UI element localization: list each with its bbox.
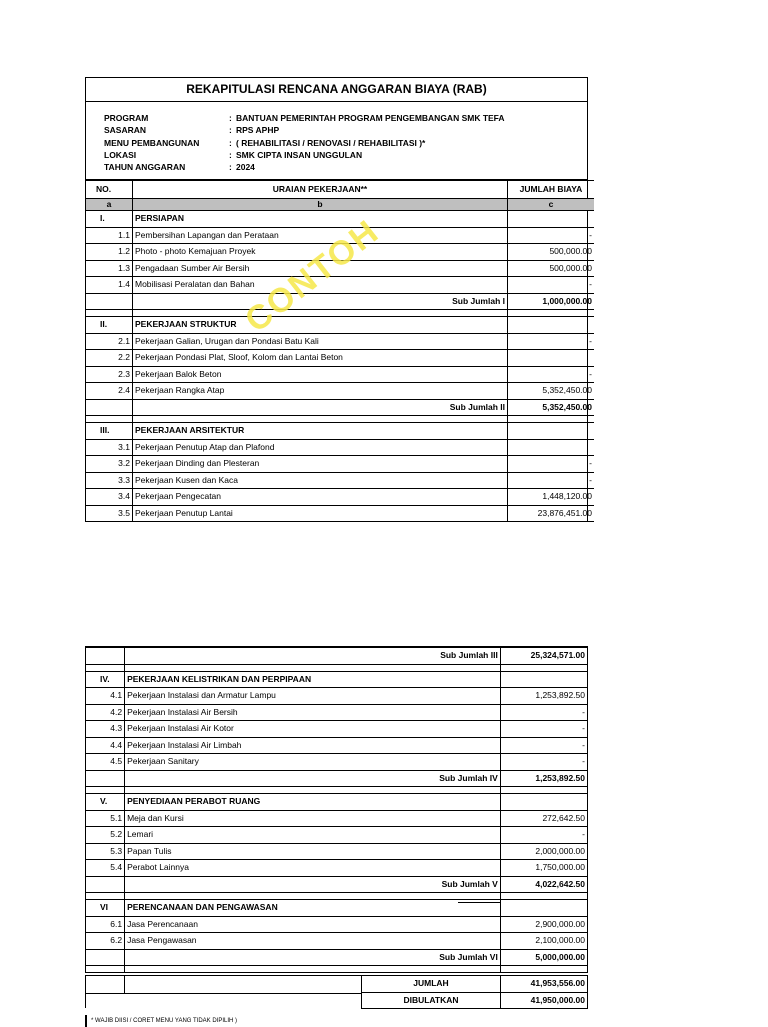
table-row: 1.1 Pembersihan Lapangan dan Perataan -	[86, 227, 594, 244]
table-row: 5.3 Papan Tulis 2,000,000.00	[86, 843, 587, 860]
rab-table-bottom	[86, 647, 587, 973]
table-row: 1.3 Pengadaan Sumber Air Bersih 500,000.00	[86, 260, 594, 277]
jumlah-value: 41,953,556.00	[501, 976, 588, 993]
table-row: 1.4 Mobilisasi Peralatan dan Bahan -	[86, 277, 594, 294]
rab-sheet-top	[85, 77, 592, 522]
table-row: 3.4 Pekerjaan Pengecatan 1,448,120.00	[86, 489, 594, 506]
rab-table-top	[86, 180, 594, 522]
subtotal-row: Sub Jumlah VI 5,000,000.00	[86, 949, 587, 966]
section-row: I. PERSIAPAN	[86, 211, 594, 228]
subtotal-row: Sub Jumlah V 4,022,642.50	[86, 876, 587, 893]
subtotal-row: Sub Jumlah IV 1,253,892.50	[86, 770, 587, 787]
dibulatkan-label: DIBULATKAN	[362, 992, 501, 1009]
program-info	[86, 102, 587, 180]
table-header	[86, 181, 594, 199]
info-row-lokasi: LOKASI : SMK CIPTA INSAN UNGGULAN	[104, 150, 363, 160]
header-jumlah: JUMLAH BIAYA	[508, 181, 595, 199]
subtotal-row: Sub Jumlah III 25,324,571.00	[86, 648, 587, 665]
footnote: * WAJIB DIISI / CORET MENU YANG TIDAK DIPILIH )	[85, 1015, 237, 1027]
table-row: 3.5 Pekerjaan Penutup Lantai 23,876,451.00	[86, 505, 594, 522]
info-row-tahun: TAHUN ANGGARAN : 2024	[104, 162, 255, 172]
info-row-menu: MENU PEMBANGUNAN : ( REHABILITASI / RENOVASI / REHABILITASI )*	[104, 138, 426, 148]
table-row: 5.2 Lemari -	[86, 827, 587, 844]
section-row: II. PEKERJAAN STRUKTUR	[86, 317, 594, 334]
table-row: 6.2 Jasa Pengawasan 2,100,000.00	[86, 933, 587, 950]
subtotal-row: Sub Jumlah I 1,000,000.00	[86, 293, 594, 310]
section-row: III. PEKERJAAN ARSITEKTUR	[86, 423, 594, 440]
table-row: 3.2 Pekerjaan Dinding dan Plesteran -	[86, 456, 594, 473]
rounded-total-row	[362, 992, 588, 1009]
section-row: VI PERENCANAAN DAN PENGAWASAN	[86, 900, 587, 917]
watermark: CONTOH	[238, 212, 387, 340]
table-row: 2.3 Pekerjaan Balok Beton -	[86, 366, 594, 383]
totals-table	[361, 975, 588, 1009]
subtotal-row: Sub Jumlah II 5,352,450.00	[86, 399, 594, 416]
table-row: 2.2 Pekerjaan Pondasi Plat, Sloof, Kolom dan Lantai Beton	[86, 350, 594, 367]
table-row: 4.4 Pekerjaan Instalasi Air Limbah -	[86, 737, 587, 754]
table-row: 5.1 Meja dan Kursi 272,642.50	[86, 810, 587, 827]
info-row-sasaran: SASARAN : RPS APHP	[104, 125, 280, 135]
rab-sheet-bottom	[85, 646, 588, 973]
total-row	[362, 976, 588, 993]
info-row-program: PROGRAM : BANTUAN PEMERINTAH PROGRAM PENGEMBANGAN SMK TEFA	[104, 113, 505, 123]
dibulatkan-value: 41,950,000.00	[501, 992, 588, 1009]
table-row: 4.1 Pekerjaan Instalasi dan Armatur Lampu 1,253,892.50	[86, 688, 587, 705]
header-no: NO.	[86, 181, 133, 199]
document-title: REKAPITULASI RENCANA ANGGARAN BIAYA (RAB)	[86, 78, 587, 102]
table-row: 6.1 Jasa Perencanaan 2,900,000.00	[86, 916, 587, 933]
table-row: 2.1 Pekerjaan Galian, Urugan dan Pondasi Batu Kali -	[86, 333, 594, 350]
section-row: IV. PEKERJAAN KELISTRIKAN DAN PERPIPAAN	[86, 671, 587, 688]
table-row: 4.2 Pekerjaan Instalasi Air Bersih -	[86, 704, 587, 721]
table-row: 4.3 Pekerjaan Instalasi Air Kotor -	[86, 721, 587, 738]
table-row: 3.1 Pekerjaan Penutup Atap dan Plafond	[86, 439, 594, 456]
section-row: V. PENYEDIAAN PERABOT RUANG	[86, 794, 587, 811]
jumlah-label: JUMLAH	[362, 976, 501, 993]
table-row: 1.2 Photo - photo Kemajuan Proyek 500,000.00	[86, 244, 594, 261]
total-left-blank	[85, 975, 362, 1008]
table-row: 5.4 Perabot Lainnya 1,750,000.00	[86, 860, 587, 877]
divider	[458, 902, 500, 903]
column-letters: a b c	[86, 199, 594, 211]
table-row: 4.5 Pekerjaan Sanitary -	[86, 754, 587, 771]
header-uraian: URAIAN PEKERJAAN**	[133, 181, 508, 199]
table-row: 2.4 Pekerjaan Rangka Atap 5,352,450.00	[86, 383, 594, 400]
table-row: 3.3 Pekerjaan Kusen dan Kaca -	[86, 472, 594, 489]
